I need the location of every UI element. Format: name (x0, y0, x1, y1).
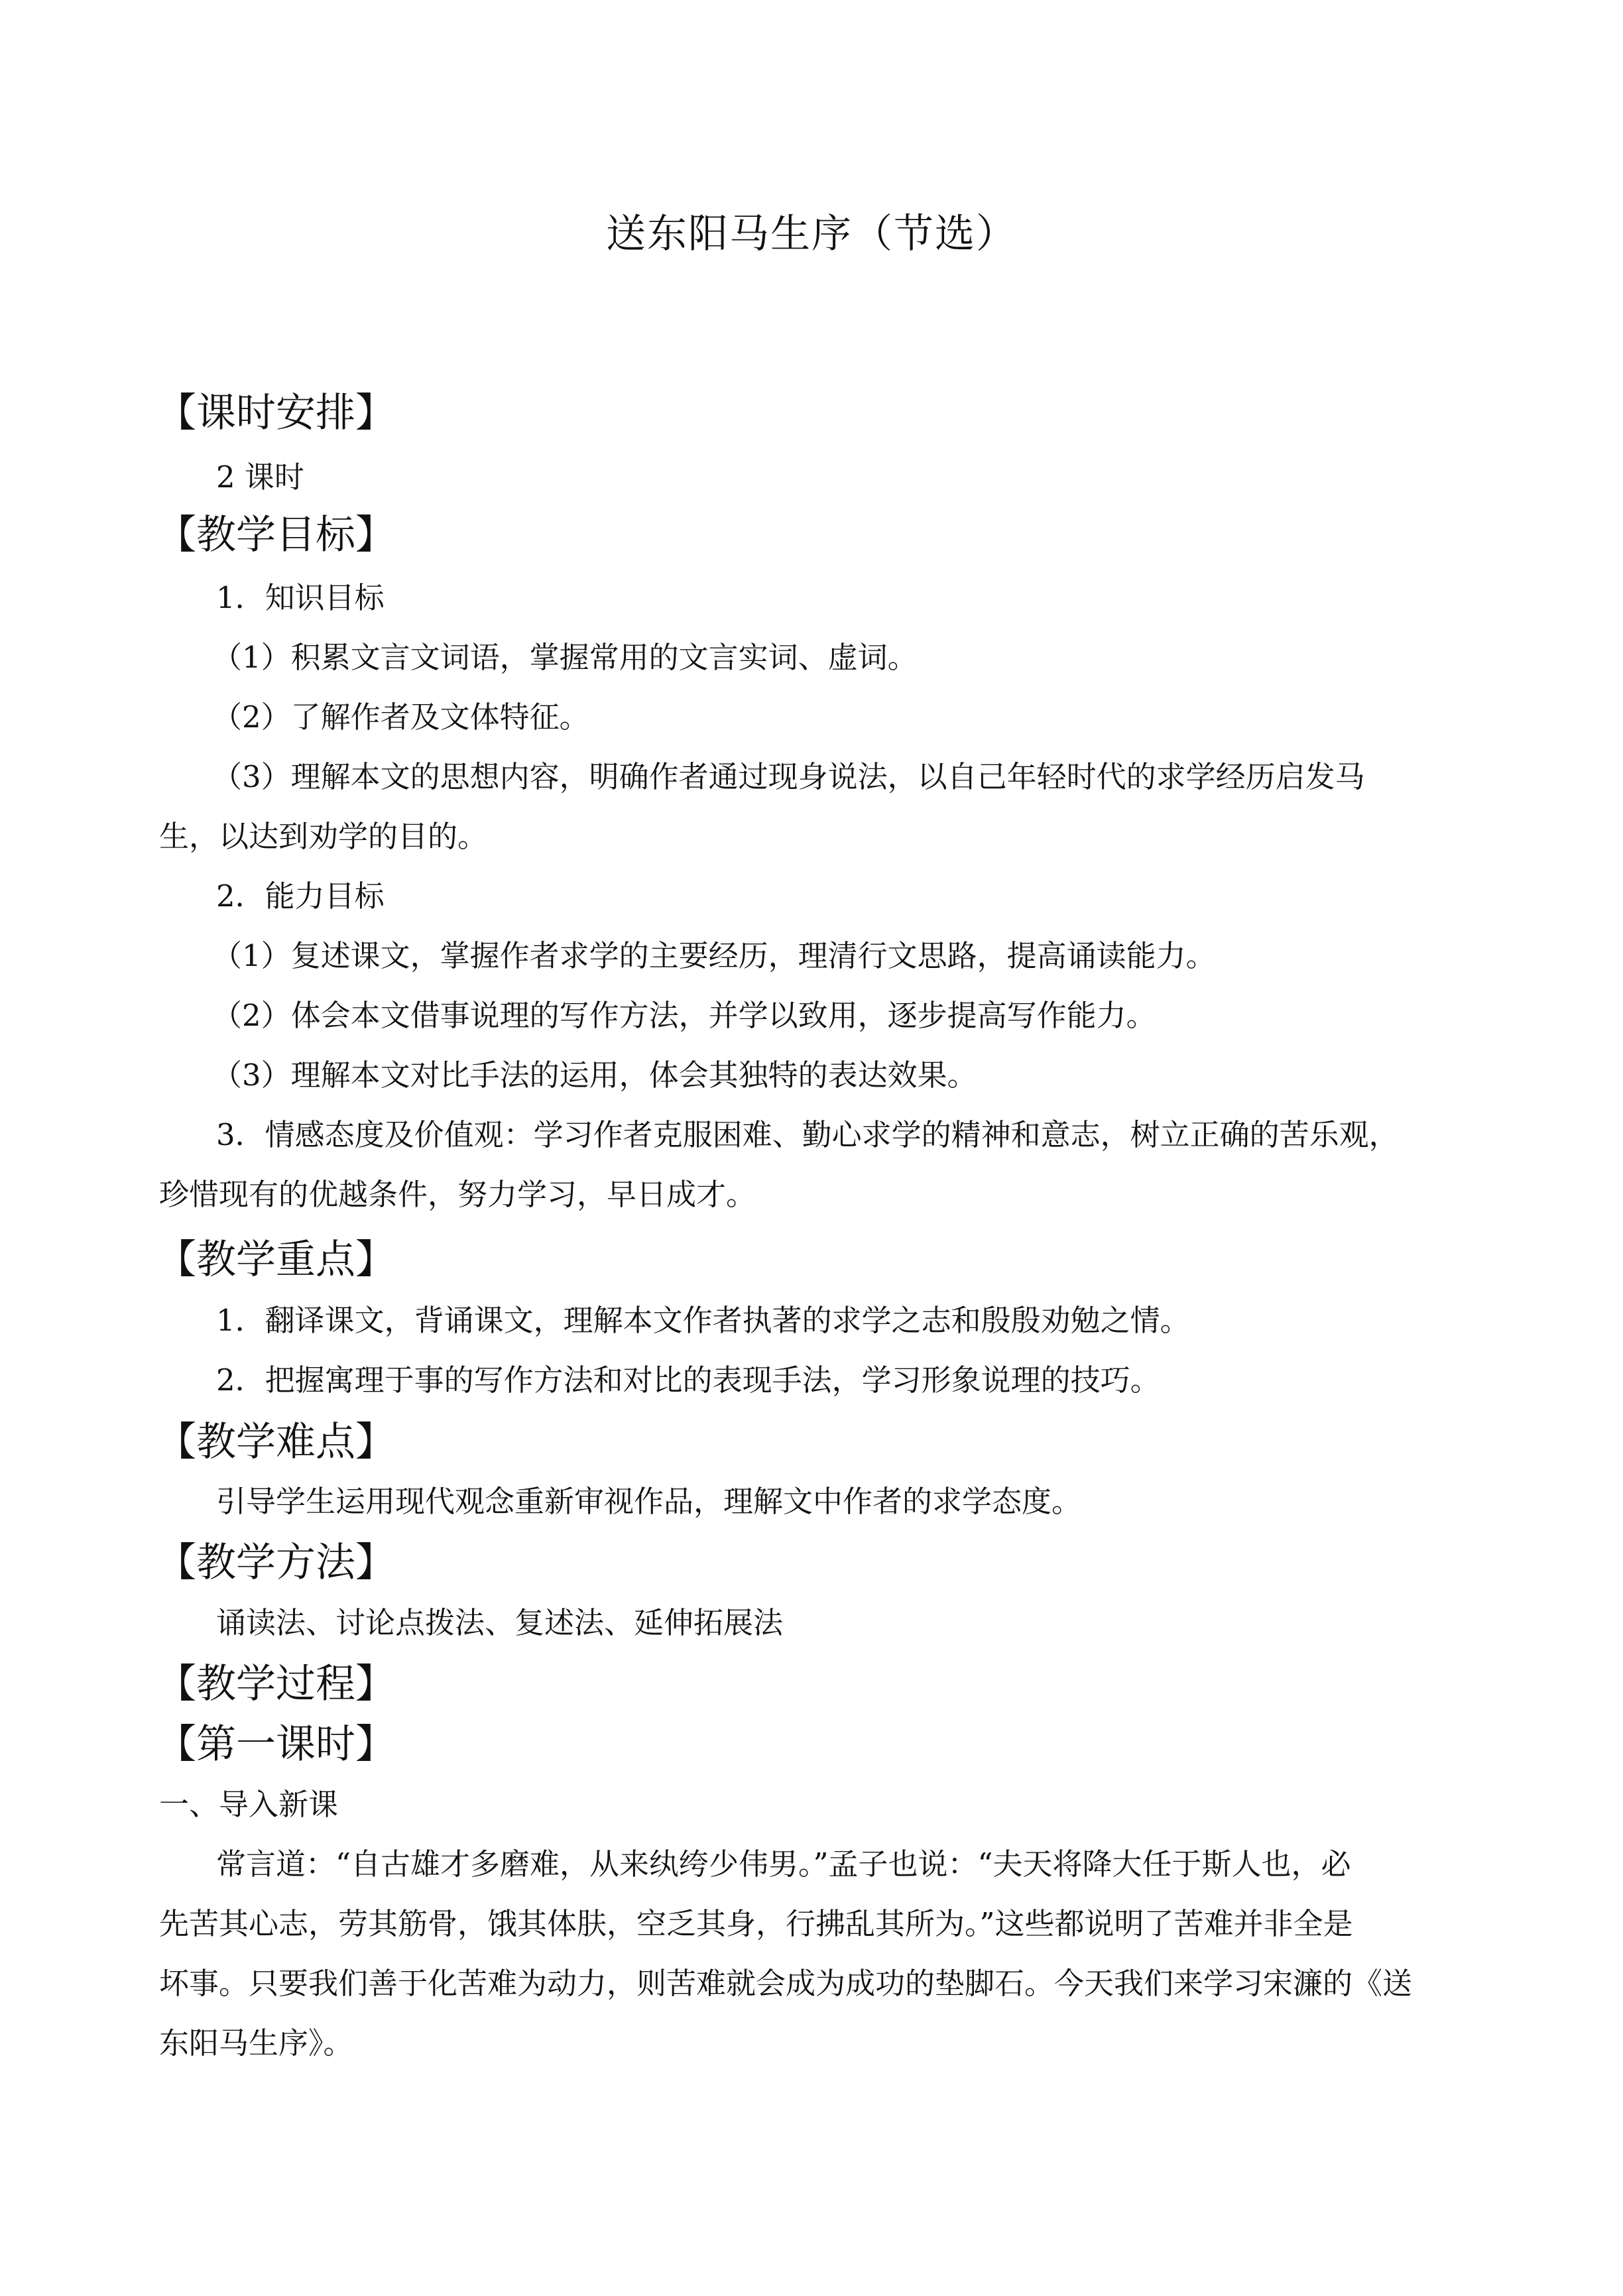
emotion-line-1: 3．情感态度及价值观：学习作者克服困难、勤心求学的精神和意志，树立正确的苦乐观， (216, 1117, 1399, 1152)
heading-process: 【教学过程】 (156, 1661, 395, 1707)
ability-item-1: （1）复述课文，掌握作者求学的主要经历，理清行文思路，提高诵读能力。 (212, 938, 1216, 973)
heading-schedule: 【课时安排】 (156, 390, 395, 436)
emotion-line-2: 珍惜现有的优越条件，努力学习，早日成才。 (159, 1177, 756, 1212)
schedule-content: 2 课时 (216, 459, 304, 495)
heading-objectives: 【教学目标】 (156, 512, 395, 558)
key-point-2: 2．把握寓理于事的写作方法和对比的表现手法，学习形象说理的技巧。 (216, 1362, 1160, 1398)
intro-paragraph-line-2: 先苦其心志，劳其筋骨，饿其体肤，空乏其身，行拂乱其所为。”这些都说明了苦难并非全是 (159, 1906, 1353, 1941)
sub-heading-intro: 一、导入新课 (159, 1787, 339, 1822)
key-point-1: 1．翻译课文，背诵课文，理解本文作者执著的求学之志和殷殷劝勉之情。 (216, 1303, 1190, 1338)
intro-paragraph-line-3: 坏事。只要我们善于化苦难为动力，则苦难就会成为成功的垫脚石。今天我们来学习宋濂的《送 (159, 1966, 1413, 2001)
ability-title: 2．能力目标 (216, 878, 385, 914)
intro-paragraph-line-1: 常言道：“自古雄才多磨难，从来纨绔少伟男。”孟子也说：“夫天将降大任于斯人也，必 (216, 1846, 1351, 1882)
methods-content: 诵读法、讨论点拨法、复述法、延伸拓展法 (216, 1605, 784, 1640)
knowledge-title: 1．知识目标 (216, 580, 385, 615)
heading-key-points: 【教学重点】 (156, 1237, 395, 1283)
page-title: 送东阳马生序（节选） (606, 211, 1017, 257)
knowledge-item-3-line-2: 生，以达到劝学的目的。 (159, 819, 488, 854)
knowledge-item-2: （2）了解作者及文体特征。 (212, 699, 589, 735)
heading-methods: 【教学方法】 (156, 1540, 395, 1586)
knowledge-item-3-line-1: （3）理解本文的思想内容，明确作者通过现身说法，以自己年轻时代的求学经历启发马 (212, 759, 1365, 794)
ability-item-2: （2）体会本文借事说理的写作方法，并学以致用，逐步提高写作能力。 (212, 998, 1156, 1033)
heading-first-lesson: 【第一课时】 (156, 1721, 395, 1768)
knowledge-item-1: （1）积累文言文词语，掌握常用的文言实词、虚词。 (212, 640, 918, 675)
heading-difficulties: 【教学难点】 (156, 1419, 395, 1465)
intro-paragraph-line-4: 东阳马生序》。 (159, 2025, 353, 2061)
difficulties-content: 引导学生运用现代观念重新审视作品，理解文中作者的求学态度。 (216, 1484, 1082, 1519)
ability-item-3: （3）理解本文对比手法的运用，体会其独特的表达效果。 (212, 1057, 977, 1093)
